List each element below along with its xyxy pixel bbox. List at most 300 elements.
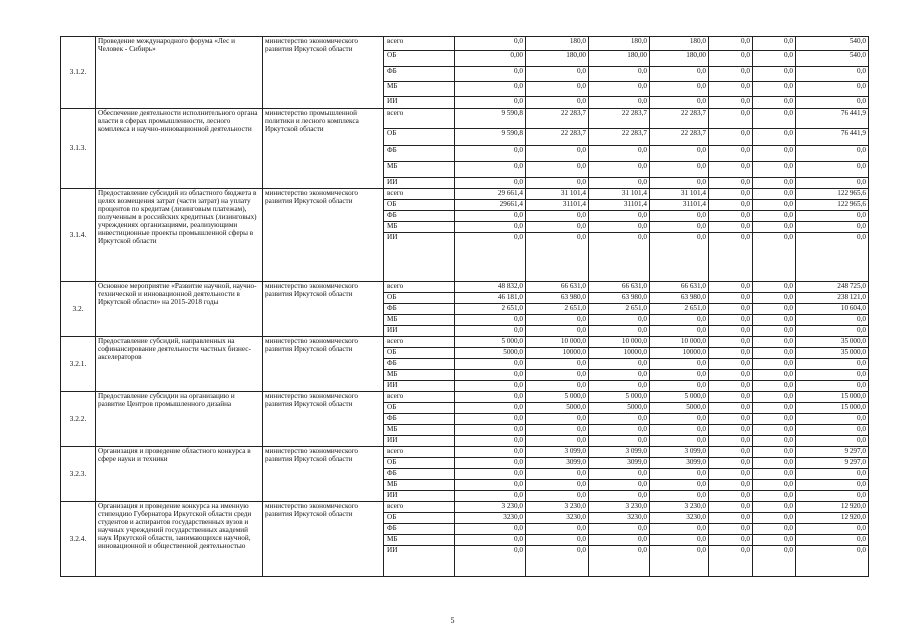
funding-source: ФБ: [384, 469, 455, 480]
amount-cell: 0,0: [796, 315, 869, 326]
amount-cell: 0,0: [650, 535, 709, 546]
amount-cell: 0,0: [709, 348, 753, 359]
amount-cell: 0,0: [455, 222, 526, 233]
amount-cell: 0,0: [709, 162, 753, 178]
amount-cell: 0,0: [753, 37, 796, 51]
table-row: [61, 392, 869, 403]
amount-cell: 9 590,8: [455, 109, 526, 129]
amount-cell: 0,0: [455, 162, 526, 178]
amount-cell: 0,0: [455, 414, 526, 425]
amount-cell: 0,0: [526, 82, 589, 97]
amount-cell: 3230,0: [455, 513, 526, 524]
amount-cell: 0,0: [753, 513, 796, 524]
amount-cell: 5000,0: [589, 403, 650, 414]
amount-cell: 0,0: [709, 326, 753, 337]
amount-cell: 0,0: [753, 304, 796, 315]
amount-cell: 9 590,8: [455, 129, 526, 146]
amount-cell: 0,0: [650, 146, 709, 162]
amount-cell: 0,0: [589, 97, 650, 109]
funding-source: МБ: [384, 315, 455, 326]
amount-cell: 0,0: [753, 146, 796, 162]
amount-cell: 0,0: [455, 535, 526, 546]
funding-source: ИИ: [384, 491, 455, 502]
amount-cell: 0,0: [526, 524, 589, 535]
funding-source: ИИ: [384, 546, 455, 577]
amount-cell: 0,0: [526, 480, 589, 491]
amount-cell: 0,0: [589, 370, 650, 381]
amount-cell: 0,0: [753, 129, 796, 146]
amount-cell: 10000,0: [650, 348, 709, 359]
funding-source: ОБ: [384, 129, 455, 146]
amount-cell: 0,0: [796, 233, 869, 282]
amount-cell: 5 000,0: [589, 392, 650, 403]
amount-cell: 0,0: [753, 67, 796, 82]
amount-cell: 180,00: [526, 51, 589, 67]
amount-cell: 0,0: [709, 82, 753, 97]
amount-cell: 0,0: [455, 458, 526, 469]
amount-cell: 3 230,0: [650, 502, 709, 513]
item-code: 3.2.3.: [61, 447, 96, 502]
funding-source: МБ: [384, 162, 455, 178]
item-executor: министерство экономического развития Иркутской области: [263, 502, 384, 577]
funding-source: МБ: [384, 480, 455, 491]
amount-cell: 0,0: [796, 491, 869, 502]
amount-cell: 0,0: [796, 222, 869, 233]
amount-cell: 22 283,7: [650, 129, 709, 146]
amount-cell: 0,0: [650, 82, 709, 97]
funding-source: ФБ: [384, 359, 455, 370]
funding-source: всего: [384, 392, 455, 403]
amount-cell: 0,0: [796, 162, 869, 178]
amount-cell: 10 000,0: [589, 337, 650, 348]
item-code: 3.1.3.: [61, 109, 96, 189]
amount-cell: 0,0: [589, 469, 650, 480]
table-row: [61, 37, 869, 51]
amount-cell: 2 651,0: [650, 304, 709, 315]
amount-cell: 0,0: [753, 348, 796, 359]
amount-cell: 2 651,0: [455, 304, 526, 315]
funding-source: МБ: [384, 222, 455, 233]
table-row: [61, 337, 869, 348]
amount-cell: 76 441,9: [796, 129, 869, 146]
amount-cell: 0,0: [455, 524, 526, 535]
amount-cell: 3230,0: [526, 513, 589, 524]
funding-source: ФБ: [384, 414, 455, 425]
amount-cell: 5 000,0: [650, 392, 709, 403]
amount-cell: 0,0: [650, 359, 709, 370]
amount-cell: 238 121,0: [796, 293, 869, 304]
item-name: Проведение международного форума «Лес и Человек - Сибирь»: [96, 37, 263, 109]
item-executor: министерство экономического развития Иркутской области: [263, 337, 384, 392]
funding-source: ОБ: [384, 348, 455, 359]
amount-cell: 10000,0: [526, 348, 589, 359]
amount-cell: 22 283,7: [589, 129, 650, 146]
amount-cell: 0,0: [753, 359, 796, 370]
amount-cell: 540,0: [796, 51, 869, 67]
amount-cell: 0,0: [455, 37, 526, 51]
item-code: 3.1.4.: [61, 189, 96, 282]
funding-source: ОБ: [384, 293, 455, 304]
amount-cell: 0,0: [709, 146, 753, 162]
amount-cell: 0,0: [796, 82, 869, 97]
amount-cell: 0,0: [650, 524, 709, 535]
item-code: 3.2.2.: [61, 392, 96, 447]
amount-cell: 0,0: [589, 524, 650, 535]
amount-cell: 10 604,0: [796, 304, 869, 315]
amount-cell: 29661,4: [455, 200, 526, 211]
amount-cell: 0,0: [796, 535, 869, 546]
amount-cell: 3 099,0: [526, 447, 589, 458]
amount-cell: 0,0: [526, 315, 589, 326]
amount-cell: 0,0: [589, 381, 650, 392]
item-executor: министерство экономического развития Иркутской области: [263, 37, 384, 109]
amount-cell: 0,0: [589, 146, 650, 162]
amount-cell: 35 000,0: [796, 337, 869, 348]
amount-cell: 0,0: [709, 129, 753, 146]
funding-source: всего: [384, 37, 455, 51]
funding-source: ОБ: [384, 200, 455, 211]
funding-source: ИИ: [384, 178, 455, 189]
amount-cell: 0,0: [455, 469, 526, 480]
amount-cell: 0,0: [753, 392, 796, 403]
page-number: 5: [450, 616, 455, 625]
amount-cell: 63 980,0: [526, 293, 589, 304]
amount-cell: 3 099,0: [650, 447, 709, 458]
amount-cell: 0,0: [526, 414, 589, 425]
amount-cell: 0,0: [753, 211, 796, 222]
amount-cell: 12 920,0: [796, 502, 869, 513]
amount-cell: 0,0: [709, 447, 753, 458]
amount-cell: 0,0: [709, 469, 753, 480]
amount-cell: 0,0: [709, 458, 753, 469]
funding-source: МБ: [384, 425, 455, 436]
funding-source: ФБ: [384, 146, 455, 162]
amount-cell: 3230,0: [650, 513, 709, 524]
table-row: [61, 447, 869, 458]
amount-cell: 3230,0: [589, 513, 650, 524]
amount-cell: 0,0: [796, 524, 869, 535]
amount-cell: 3 230,0: [589, 502, 650, 513]
amount-cell: 0,0: [589, 233, 650, 282]
amount-cell: 0,0: [455, 233, 526, 282]
amount-cell: 0,0: [589, 359, 650, 370]
amount-cell: 31 101,4: [650, 189, 709, 200]
amount-cell: 0,0: [650, 178, 709, 189]
amount-cell: 540,0: [796, 37, 869, 51]
amount-cell: 66 631,0: [650, 282, 709, 293]
amount-cell: 31101,4: [589, 200, 650, 211]
amount-cell: 0,0: [753, 524, 796, 535]
amount-cell: 0,0: [709, 502, 753, 513]
amount-cell: 0,0: [526, 67, 589, 82]
amount-cell: 0,0: [753, 189, 796, 200]
item-name: Основное мероприятие «Развитие научной, научно-технической и инновационной деятельности в Иркутской области» на 2015-2018 годы: [96, 282, 263, 337]
amount-cell: 31101,4: [526, 200, 589, 211]
amount-cell: 0,0: [709, 51, 753, 67]
item-executor: министерство экономического развития Иркутской области: [263, 447, 384, 502]
item-executor: министерство экономического развития Иркутской области: [263, 189, 384, 282]
amount-cell: 0,0: [650, 491, 709, 502]
funding-source: ОБ: [384, 513, 455, 524]
item-name: Обеспечение деятельности исполнительного органа власти в сферах промышленности, лесного комплекса и научно-инновационной деятельности: [96, 109, 263, 189]
amount-cell: 0,0: [753, 403, 796, 414]
table-row: [61, 282, 869, 293]
amount-cell: 0,0: [709, 97, 753, 109]
amount-cell: 0,0: [796, 97, 869, 109]
amount-cell: 0,0: [455, 82, 526, 97]
amount-cell: 0,0: [709, 211, 753, 222]
amount-cell: 0,0: [753, 51, 796, 67]
amount-cell: 0,0: [709, 414, 753, 425]
funding-source: всего: [384, 337, 455, 348]
amount-cell: 0,0: [455, 381, 526, 392]
amount-cell: 0,0: [526, 97, 589, 109]
amount-cell: 0,0: [753, 97, 796, 109]
amount-cell: 5000,0: [526, 403, 589, 414]
amount-cell: 0,0: [753, 200, 796, 211]
amount-cell: 0,0: [753, 491, 796, 502]
amount-cell: 0,0: [796, 480, 869, 491]
amount-cell: 31 101,4: [526, 189, 589, 200]
table-row: [61, 502, 869, 513]
amount-cell: 0,0: [589, 425, 650, 436]
item-code: 3.2.1.: [61, 337, 96, 392]
amount-cell: 0,0: [650, 480, 709, 491]
amount-cell: 3099,0: [650, 458, 709, 469]
item-executor: министерство промышленной политики и лесного комплекса Иркутской области: [263, 109, 384, 189]
amount-cell: 12 920,0: [796, 513, 869, 524]
amount-cell: 0,0: [526, 425, 589, 436]
amount-cell: 0,0: [709, 425, 753, 436]
item-executor: министерство экономического развития Иркутской области: [263, 282, 384, 337]
amount-cell: 15 000,0: [796, 392, 869, 403]
table-row: [61, 109, 869, 129]
amount-cell: 0,0: [650, 469, 709, 480]
amount-cell: 0,0: [455, 359, 526, 370]
funding-source: ОБ: [384, 403, 455, 414]
amount-cell: 0,0: [796, 326, 869, 337]
amount-cell: 0,0: [753, 425, 796, 436]
amount-cell: 0,0: [455, 491, 526, 502]
amount-cell: 3 099,0: [589, 447, 650, 458]
amount-cell: 0,0: [589, 67, 650, 82]
amount-cell: 0,0: [709, 67, 753, 82]
amount-cell: 0,0: [650, 326, 709, 337]
amount-cell: 0,0: [526, 211, 589, 222]
amount-cell: 0,0: [753, 178, 796, 189]
amount-cell: 0,00: [455, 51, 526, 67]
amount-cell: 0,0: [526, 469, 589, 480]
amount-cell: 0,0: [709, 304, 753, 315]
amount-cell: 0,0: [455, 326, 526, 337]
amount-cell: 0,0: [455, 480, 526, 491]
amount-cell: 0,0: [526, 233, 589, 282]
funding-source: ИИ: [384, 381, 455, 392]
funding-source: всего: [384, 502, 455, 513]
amount-cell: 0,0: [455, 370, 526, 381]
amount-cell: 0,0: [589, 491, 650, 502]
amount-cell: 0,0: [753, 458, 796, 469]
document-page: [60, 36, 866, 577]
amount-cell: 3099,0: [589, 458, 650, 469]
item-code: 3.2.4.: [61, 502, 96, 577]
amount-cell: 0,0: [709, 392, 753, 403]
amount-cell: 0,0: [526, 381, 589, 392]
amount-cell: 63 980,0: [589, 293, 650, 304]
amount-cell: 2 651,0: [526, 304, 589, 315]
amount-cell: 22 283,7: [526, 129, 589, 146]
amount-cell: 0,0: [455, 447, 526, 458]
amount-cell: 31 101,4: [589, 189, 650, 200]
amount-cell: 0,0: [650, 370, 709, 381]
amount-cell: 0,0: [796, 546, 869, 577]
amount-cell: 0,0: [650, 222, 709, 233]
item-code: 3.1.2.: [61, 37, 96, 109]
table-row: [61, 189, 869, 200]
amount-cell: 0,0: [753, 381, 796, 392]
amount-cell: 76 441,9: [796, 109, 869, 129]
amount-cell: 0,0: [650, 546, 709, 577]
amount-cell: 0,0: [753, 162, 796, 178]
amount-cell: 0,0: [709, 480, 753, 491]
amount-cell: 0,0: [589, 546, 650, 577]
item-executor: министерство экономического развития Иркутской области: [263, 392, 384, 447]
amount-cell: 10 000,0: [650, 337, 709, 348]
funding-source: ФБ: [384, 304, 455, 315]
amount-cell: 0,0: [709, 222, 753, 233]
amount-cell: 29 661,4: [455, 189, 526, 200]
amount-cell: 0,0: [589, 211, 650, 222]
amount-cell: 0,0: [753, 337, 796, 348]
amount-cell: 0,0: [526, 535, 589, 546]
amount-cell: 66 631,0: [589, 282, 650, 293]
amount-cell: 9 297,0: [796, 447, 869, 458]
amount-cell: 3099,0: [526, 458, 589, 469]
funding-source: всего: [384, 282, 455, 293]
amount-cell: 35 000,0: [796, 348, 869, 359]
amount-cell: 0,0: [796, 359, 869, 370]
funding-source: ФБ: [384, 524, 455, 535]
amount-cell: 0,0: [455, 211, 526, 222]
amount-cell: 0,0: [455, 436, 526, 447]
amount-cell: 0,0: [526, 178, 589, 189]
funding-source: ИИ: [384, 326, 455, 337]
amount-cell: 0,0: [455, 67, 526, 82]
amount-cell: 0,0: [650, 97, 709, 109]
funding-source: МБ: [384, 535, 455, 546]
amount-cell: 0,0: [796, 414, 869, 425]
amount-cell: 5000,0: [650, 403, 709, 414]
amount-cell: 0,0: [709, 535, 753, 546]
amount-cell: 0,0: [709, 178, 753, 189]
amount-cell: 0,0: [753, 282, 796, 293]
amount-cell: 2 651,0: [589, 304, 650, 315]
amount-cell: 0,0: [650, 436, 709, 447]
amount-cell: 0,0: [753, 546, 796, 577]
funding-source: МБ: [384, 82, 455, 97]
amount-cell: 0,0: [753, 469, 796, 480]
amount-cell: 0,0: [650, 381, 709, 392]
amount-cell: 0,0: [796, 178, 869, 189]
funding-source: ИИ: [384, 97, 455, 109]
amount-cell: 63 980,0: [650, 293, 709, 304]
funding-source: ИИ: [384, 233, 455, 282]
amount-cell: 0,0: [796, 425, 869, 436]
amount-cell: 0,0: [709, 359, 753, 370]
amount-cell: 0,0: [753, 436, 796, 447]
amount-cell: 0,0: [526, 146, 589, 162]
amount-cell: 0,0: [709, 491, 753, 502]
item-name: Организация и проведение конкурса на именную стипендию Губернатора Иркутской области среди студентов и аспирантов государственных вузов и научных учреждений государственных академий наук Иркутской области, занимающихся научной, инновационной и общественной деятельностью: [96, 502, 263, 577]
amount-cell: 0,0: [589, 315, 650, 326]
amount-cell: 0,0: [753, 222, 796, 233]
amount-cell: 0,0: [526, 359, 589, 370]
amount-cell: 0,0: [526, 436, 589, 447]
amount-cell: 0,0: [753, 293, 796, 304]
amount-cell: 22 283,7: [589, 109, 650, 129]
amount-cell: 0,0: [709, 37, 753, 51]
amount-cell: 0,0: [753, 502, 796, 513]
amount-cell: 0,0: [709, 337, 753, 348]
funding-source: ОБ: [384, 458, 455, 469]
item-name: Предоставление субсидии на организацию и развитие Центров промышленного дизайна: [96, 392, 263, 447]
amount-cell: 180,00: [650, 51, 709, 67]
amount-cell: 0,0: [709, 370, 753, 381]
amount-cell: 0,0: [709, 524, 753, 535]
amount-cell: 0,0: [796, 67, 869, 82]
amount-cell: 0,0: [796, 381, 869, 392]
amount-cell: 0,0: [709, 436, 753, 447]
amount-cell: 0,0: [709, 381, 753, 392]
amount-cell: 0,0: [650, 162, 709, 178]
amount-cell: 10000,0: [589, 348, 650, 359]
amount-cell: 0,0: [526, 222, 589, 233]
amount-cell: 0,0: [753, 480, 796, 491]
amount-cell: 180,0: [526, 37, 589, 51]
amount-cell: 0,0: [650, 315, 709, 326]
amount-cell: 248 725,0: [796, 282, 869, 293]
amount-cell: 5 000,0: [526, 392, 589, 403]
amount-cell: 0,0: [709, 403, 753, 414]
amount-cell: 180,0: [589, 37, 650, 51]
amount-cell: 0,0: [753, 535, 796, 546]
amount-cell: 0,0: [589, 82, 650, 97]
amount-cell: 122 965,6: [796, 200, 869, 211]
amount-cell: 5000,0: [455, 348, 526, 359]
funding-source: всего: [384, 447, 455, 458]
amount-cell: 0,0: [709, 109, 753, 129]
amount-cell: 122 965,6: [796, 189, 869, 200]
funding-source: всего: [384, 109, 455, 129]
amount-cell: 0,0: [455, 178, 526, 189]
amount-cell: 22 283,7: [650, 109, 709, 129]
item-code: 3.2.: [61, 282, 96, 337]
amount-cell: 0,0: [589, 222, 650, 233]
amount-cell: 0,0: [796, 211, 869, 222]
amount-cell: 0,0: [753, 109, 796, 129]
amount-cell: 0,0: [589, 436, 650, 447]
amount-cell: 0,0: [455, 546, 526, 577]
amount-cell: 0,0: [455, 425, 526, 436]
amount-cell: 0,0: [526, 546, 589, 577]
amount-cell: 0,0: [709, 315, 753, 326]
amount-cell: 0,0: [753, 233, 796, 282]
funding-source: ИИ: [384, 436, 455, 447]
amount-cell: 3 230,0: [526, 502, 589, 513]
amount-cell: 0,0: [650, 425, 709, 436]
amount-cell: 0,0: [709, 293, 753, 304]
amount-cell: 9 297,0: [796, 458, 869, 469]
